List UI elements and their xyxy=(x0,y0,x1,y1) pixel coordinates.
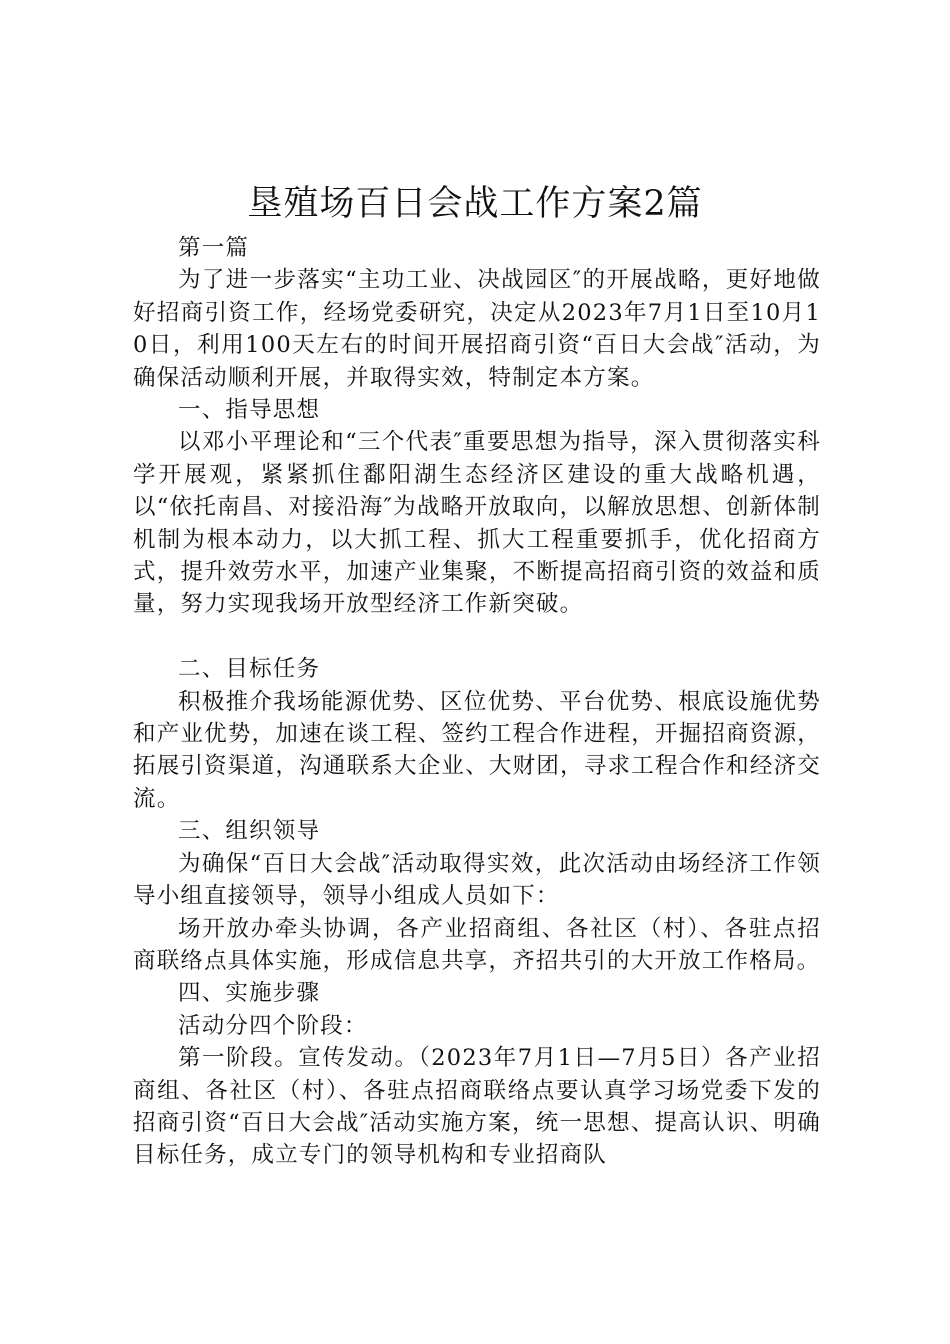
section-heading-part-one: 第一篇 xyxy=(178,235,250,261)
phases-intro-paragraph: 活动分四个阶段： xyxy=(178,1012,368,1039)
document-body xyxy=(133,232,821,1172)
intro-paragraph: 为了进一步落实“主功工业、决战园区″的开展战略，更好地做好招商引资工作，经场党委研究，决定从2023年7月1日至10月10日，利用100天左右的时间开展招商引资“百日大会战″活动，为确保活动顺利开展，并取得实效，特制定本方案。 xyxy=(133,267,821,391)
organization-paragraph: 为确保“百日大会战″活动取得实效，此次活动由场经济工作领导小组直接领导，领导小组成人员如下： xyxy=(133,850,821,910)
coordination-paragraph: 场开放办牵头协调，各产业招商组、各社区（村）、各驻点招商联络点具体实施，形成信息共享，齐招共引的大开放工作格局。 xyxy=(133,915,821,974)
objectives-paragraph: 积极推介我场能源优势、区位优势、平台优势、根底设施优势和产业优势，加速在谈工程、签约工程合作进程，开掘招商资源，拓展引资渠道，沟通联系大企业、大财团，寻求工程合作和经济交流。 xyxy=(133,688,821,812)
section-heading-objectives: 二、目标任务 xyxy=(178,656,321,683)
phase-one-paragraph: 第一阶段。宣传发动。（2023年7月1日—7月5日）各产业招商组、各社区（村）、各驻点招商联络点要认真学习场党委下发的招商引资“百日大会战″活动实施方案，统一思想、提高认识、明确目标任务，成立专门的领导机构和专业招商队 xyxy=(133,1045,821,1169)
document-title: 垦殖场百日会战工作方案2篇 xyxy=(247,184,703,224)
guiding-ideology-paragraph: 以邓小平理论和“三个代表″重要思想为指导，深入贯彻落实科学开展观，紧紧抓住鄱阳湖生态经济区建设的重大战略机遇，以“依托南昌、对接沿海″为战略开放取向，以解放思想、创新体制机制为根本动力，以大抓工程、抓大工程重要抓手，优化招商方式，提升效劳水平，加速产业集聚，不断提高招商引资的效益和质量，努力实现我场开放型经济工作新突破。 xyxy=(133,429,821,618)
section-heading-organization: 三、组织领导 xyxy=(178,818,321,845)
section-heading-implementation: 四、实施步骤 xyxy=(178,980,321,1007)
section-heading-guiding-ideology: 一、指导思想 xyxy=(178,397,321,424)
